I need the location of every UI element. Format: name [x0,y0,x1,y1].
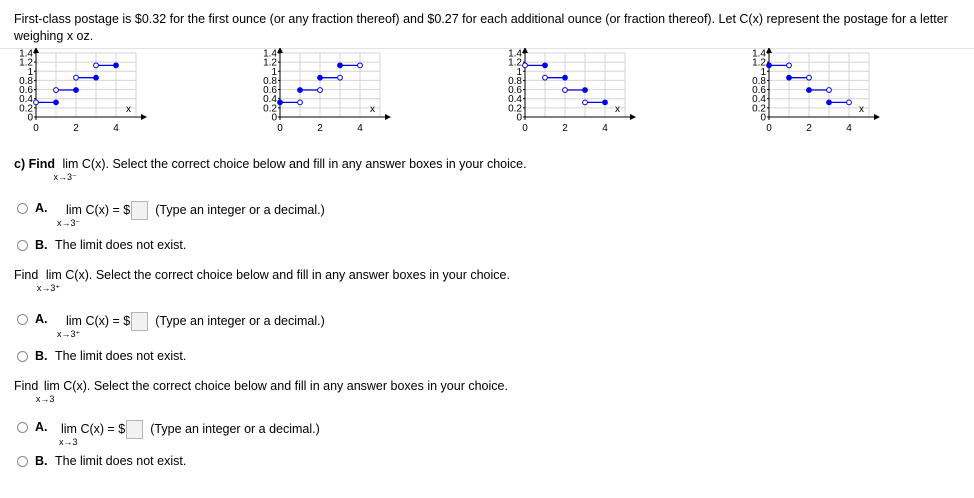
option-part-right-a [57,312,325,339]
graph-3-svg [497,48,637,144]
y-axis-arrow [766,48,772,53]
option-part-two-sided-b [35,454,186,468]
x-axis-label: x [370,104,375,115]
option-expression: C(x) = $ [85,313,131,328]
option-text: The limit does not exist. [54,238,187,252]
y-tick-label: 1 [27,66,33,78]
part-label: Find [14,379,39,393]
closed-endpoint [298,88,303,93]
x-tick-label: 2 [562,123,568,134]
graph-2-svg [252,48,392,144]
closed-endpoint [278,100,283,105]
open-endpoint [74,75,79,80]
lim-subscript: x→3 [35,394,55,404]
y-tick-label: 1.2 [19,57,33,69]
y-tick-label: 0.2 [263,103,277,115]
y-tick-label: 0.6 [752,85,766,97]
x-tick-label: 4 [113,123,119,134]
problem-statement: First-class postage is $0.32 for the first ounce (or any fraction thereof) and $0.27 for each additional ounce (or fraction thereof). Let C(x) represent the postage for a letter weighing x oz. [14,12,948,43]
y-tick-label: 1.4 [752,48,766,60]
x-tick-label: 4 [357,123,363,134]
option-expression: C(x) = $ [85,202,131,217]
closed-endpoint [807,88,812,93]
x-tick-label: 0 [33,123,39,134]
graph-1-svg [8,48,148,144]
lim-expression: C(x). [81,157,109,171]
closed-endpoint [543,63,548,68]
option-letter: A. [35,201,48,215]
y-tick-label: 0.6 [19,85,33,97]
lim-word: lim [61,421,77,436]
y-tick-label: 1 [760,66,766,78]
open-endpoint [827,88,832,93]
x-tick-label: 2 [317,123,323,134]
y-tick-label: 1 [516,66,522,78]
part-c-label: c) Find [14,157,55,171]
graph-choice-3[interactable] [497,48,637,144]
limit-notation [36,268,62,293]
x-tick-label: 0 [522,123,528,134]
instruction-text: Select the correct choice below and fill in any answer boxes in your choice. [112,157,527,171]
x-axis-arrow [630,114,636,120]
option-text: The limit does not exist. [54,454,187,468]
closed-endpoint [318,75,323,80]
part-c-question [14,157,527,182]
lim-subscript: x→3⁻ [53,172,77,182]
graph-choice-4[interactable] [741,48,881,144]
instruction-text: Select the correct choice below and fill in any answer boxes in your choice. [95,268,510,282]
open-endpoint [563,88,568,93]
option-letter: A. [35,420,48,434]
y-axis-arrow [33,48,39,53]
x-tick-label: 2 [806,123,812,134]
lim-subscript: x→3⁺ [36,283,61,293]
option-letter: B. [35,349,48,363]
radio-part-two-sided-a[interactable] [17,422,28,433]
y-tick-label: 0 [760,112,766,124]
open-endpoint [54,88,59,93]
option-expression: C(x) = $ [80,421,126,436]
limit-notation [57,313,82,339]
hint-text: (Type an integer or a decimal.) [155,202,325,217]
option-part-c-b [35,238,186,252]
y-axis-arrow [522,48,528,53]
radio-part-right-a[interactable] [17,314,28,325]
closed-endpoint [583,88,588,93]
open-endpoint [787,63,792,68]
y-tick-label: 0.2 [752,103,766,115]
closed-endpoint [563,75,568,80]
open-endpoint [338,75,343,80]
answer-input-part-right[interactable] [131,312,148,331]
x-tick-label: 4 [602,123,608,134]
closed-endpoint [338,63,343,68]
lim-subscript: x→3 [59,436,78,447]
x-axis-arrow [874,114,880,120]
graph-choice-1[interactable] [8,48,148,144]
y-tick-label: 0 [27,112,33,124]
closed-endpoint [767,63,772,68]
radio-part-two-sided-b[interactable] [17,456,28,467]
y-tick-label: 0.2 [19,103,33,115]
y-tick-label: 0.4 [752,94,766,106]
closed-endpoint [827,100,832,105]
closed-endpoint [787,75,792,80]
option-part-c-a [57,201,325,228]
option-part-right-b [35,349,186,363]
y-tick-label: 0.4 [508,94,522,106]
limit-notation [53,157,79,182]
x-axis-label: x [126,104,131,115]
open-endpoint [543,75,548,80]
x-tick-label: 0 [277,123,283,134]
y-tick-label: 1.4 [19,48,33,60]
open-endpoint [318,88,323,93]
answer-input-part-two-sided[interactable] [126,420,143,439]
closed-endpoint [74,88,79,93]
radio-part-right-b[interactable] [17,351,28,362]
y-tick-label: 0.2 [508,103,522,115]
option-part-two-sided-a [59,420,320,447]
limit-notation [57,202,82,228]
x-axis-arrow [385,114,391,120]
limit-notation [59,421,78,447]
x-axis-label: x [859,104,864,115]
y-tick-label: 0.8 [508,75,522,87]
x-tick-label: 0 [766,123,772,134]
lim-word: lim [62,157,79,171]
y-tick-label: 0.6 [263,85,277,97]
y-tick-label: 1.2 [508,57,522,69]
open-endpoint [847,100,852,105]
lim-word: lim [66,202,82,217]
lim-subscript: x→3⁻ [57,217,81,228]
y-tick-label: 1.2 [263,57,277,69]
y-tick-label: 1.2 [752,57,766,69]
lim-word: lim [45,268,62,282]
open-endpoint [583,100,588,105]
y-tick-label: 0.6 [508,85,522,97]
hint-text: (Type an integer or a decimal.) [150,421,320,436]
y-tick-label: 1.4 [263,48,277,60]
option-letter: B. [35,238,48,252]
open-endpoint [298,100,303,105]
radio-part-c-b[interactable] [17,240,28,251]
y-tick-label: 1 [271,66,277,78]
closed-endpoint [54,100,59,105]
x-axis-arrow [141,114,147,120]
y-axis-arrow [277,48,283,53]
y-tick-label: 0.4 [19,94,33,106]
y-tick-label: 0.4 [263,94,277,106]
option-text: The limit does not exist. [54,349,187,363]
option-letter: B. [35,454,48,468]
part-label: Find [14,268,39,282]
closed-endpoint [94,75,99,80]
part-two-sided-question [14,379,508,404]
y-tick-label: 0 [271,112,277,124]
lim-word: lim [43,379,60,393]
x-tick-label: 4 [846,123,852,134]
open-endpoint [358,63,363,68]
open-endpoint [807,75,812,80]
part-right-question [14,268,510,293]
graph-4-svg [741,48,881,144]
lim-word: lim [66,313,82,328]
lim-subscript: x→3⁺ [57,328,81,339]
open-endpoint [94,63,99,68]
x-tick-label: 2 [73,123,79,134]
open-endpoint [34,100,39,105]
radio-part-c-a[interactable] [17,203,28,214]
y-tick-label: 0.8 [19,75,33,87]
instruction-text: Select the correct choice below and fill in any answer boxes in your choice. [93,379,508,393]
y-tick-label: 0 [516,112,522,124]
hint-text: (Type an integer or a decimal.) [155,313,325,328]
limit-notation [35,379,60,404]
x-axis-label: x [615,104,620,115]
graph-choice-2[interactable] [252,48,392,144]
answer-input-part-c[interactable] [131,201,148,220]
lim-expression: C(x). [65,268,93,282]
y-tick-label: 1.4 [508,48,522,60]
closed-endpoint [603,100,608,105]
closed-endpoint [114,63,119,68]
open-endpoint [523,63,528,68]
lim-expression: C(x). [63,379,91,393]
y-tick-label: 0.8 [752,75,766,87]
option-letter: A. [35,312,48,326]
y-tick-label: 0.8 [263,75,277,87]
